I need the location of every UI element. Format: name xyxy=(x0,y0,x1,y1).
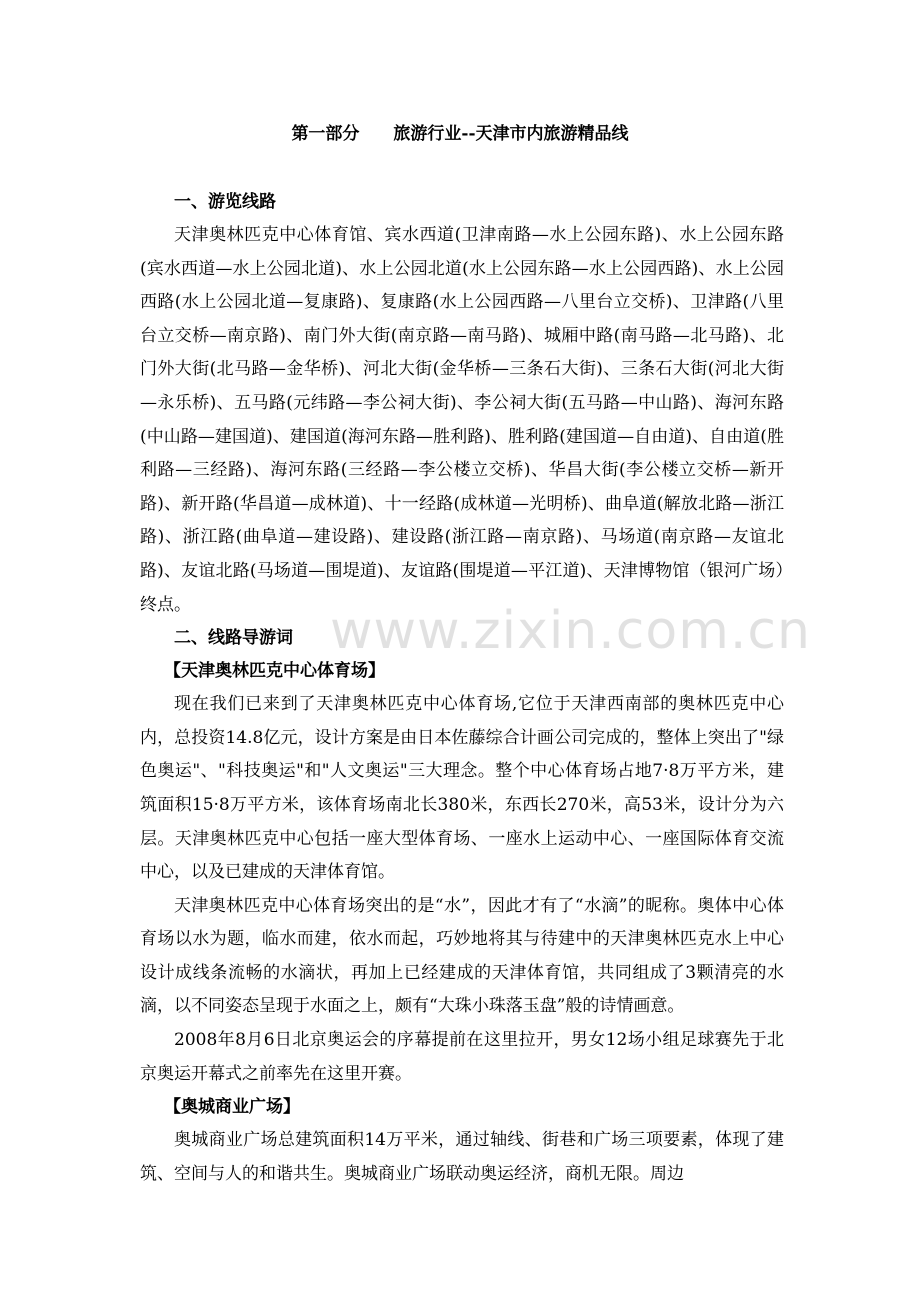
document-body xyxy=(140,186,784,1191)
stadium-section-title: 【天津奥林匹克中心体育场】 xyxy=(164,661,385,682)
stadium-paragraph-3: 2008年8月6日北京奥运会的序幕提前在这里拉开，男女12场小组足球赛先于北京奥运开幕式之前率先在这里开赛。 xyxy=(140,1030,784,1084)
stadium-paragraph-2: 天津奥林匹克中心体育场突出的是“水”，因此才有了“水滴”的昵称。奥体中心体育场以水为题，临水而建，依水而起，巧妙地将其与待建中的天津奥林匹克水上中心设计成线条流畅的水滴状，再加上已经建成的天津体育馆，共同组成了3颗清亮的水滴，以不同姿态呈现于水面之上，颇有“大珠小珠落玉盘”般的诗情画意。 xyxy=(140,895,784,1017)
plaza-section-title: 【奥城商业广场】 xyxy=(164,1097,300,1118)
stadium-paragraph-1: 现在我们已来到了天津奥林匹克中心体育场,它位于天津西南部的奥林匹克中心内，总投资14.8亿元，设计方案是由日本佐藤综合计画公司完成的，整体上突出了"绿色奥运"、"科技奥运"和"人文奥运"三大理念。整个中心体育场占地7·8万平方米，建筑面积15·8万平方米，该体育场南北长380米，东西长270米，高53米，设计分为六层。天津奥林匹克中心包括一座大型体育场、一座水上运动中心、一座国际体育交流中心，以及已建成的天津体育馆。 xyxy=(140,694,784,883)
route-heading: 一、游览线路 xyxy=(174,192,276,212)
route-paragraph: 天津奥林匹克中心体育馆、宾水西道(卫津南路—水上公园东路)、水上公园东路(宾水西道—水上公园北道)、水上公园北道(水上公园东路—水上公园西路)、水上公园西路(水上公园北道—复康路)、复康路(水上公园西路—八里台立交桥)、卫津路(八里台立交桥—南京路)、南门外大街(南京路—南马路)、城厢中路(南马路—北马路)、北门外大街(北马路—金华桥)、河北大街(金华桥—三条石大街)、三条石大街(河北大街—永乐桥)、五马路(元纬路—李公祠大街)、李公祠大街(五马路—中山路)、海河东路(中山路—建国道)、建国道(海河东路—胜利路)、胜利路(建国道—自由道)、自由道(胜利路—三经路)、海河东路(三经路—李公楼立交桥)、华昌大街(李公楼立交桥—新开路)、新开路(华昌道—成林道)、十一经路(成林道—光明桥)、曲阜道(解放北路—浙江路)、浙江路(曲阜道—建设路)、建设路(浙江路—南京路)、马场道(南京路—友谊北路)、友谊北路(马场道—围堤道)、友谊路(围堤道—平江道)、天津博物馆（银河广场）终点。 xyxy=(140,225,784,615)
plaza-paragraph-1: 奥城商业广场总建筑面积14万平米，通过轴线、街巷和广场三项要素，体现了建筑、空间与人的和谐共生。奥城商业广场联动奥运经济，商机无限。周边 xyxy=(140,1130,784,1184)
document-title: 第一部分 旅游行业--天津市内旅游精品线 xyxy=(291,124,629,144)
guide-heading: 二、线路导游词 xyxy=(174,628,293,649)
watermark: www.zixin.com.cn xyxy=(330,601,811,661)
